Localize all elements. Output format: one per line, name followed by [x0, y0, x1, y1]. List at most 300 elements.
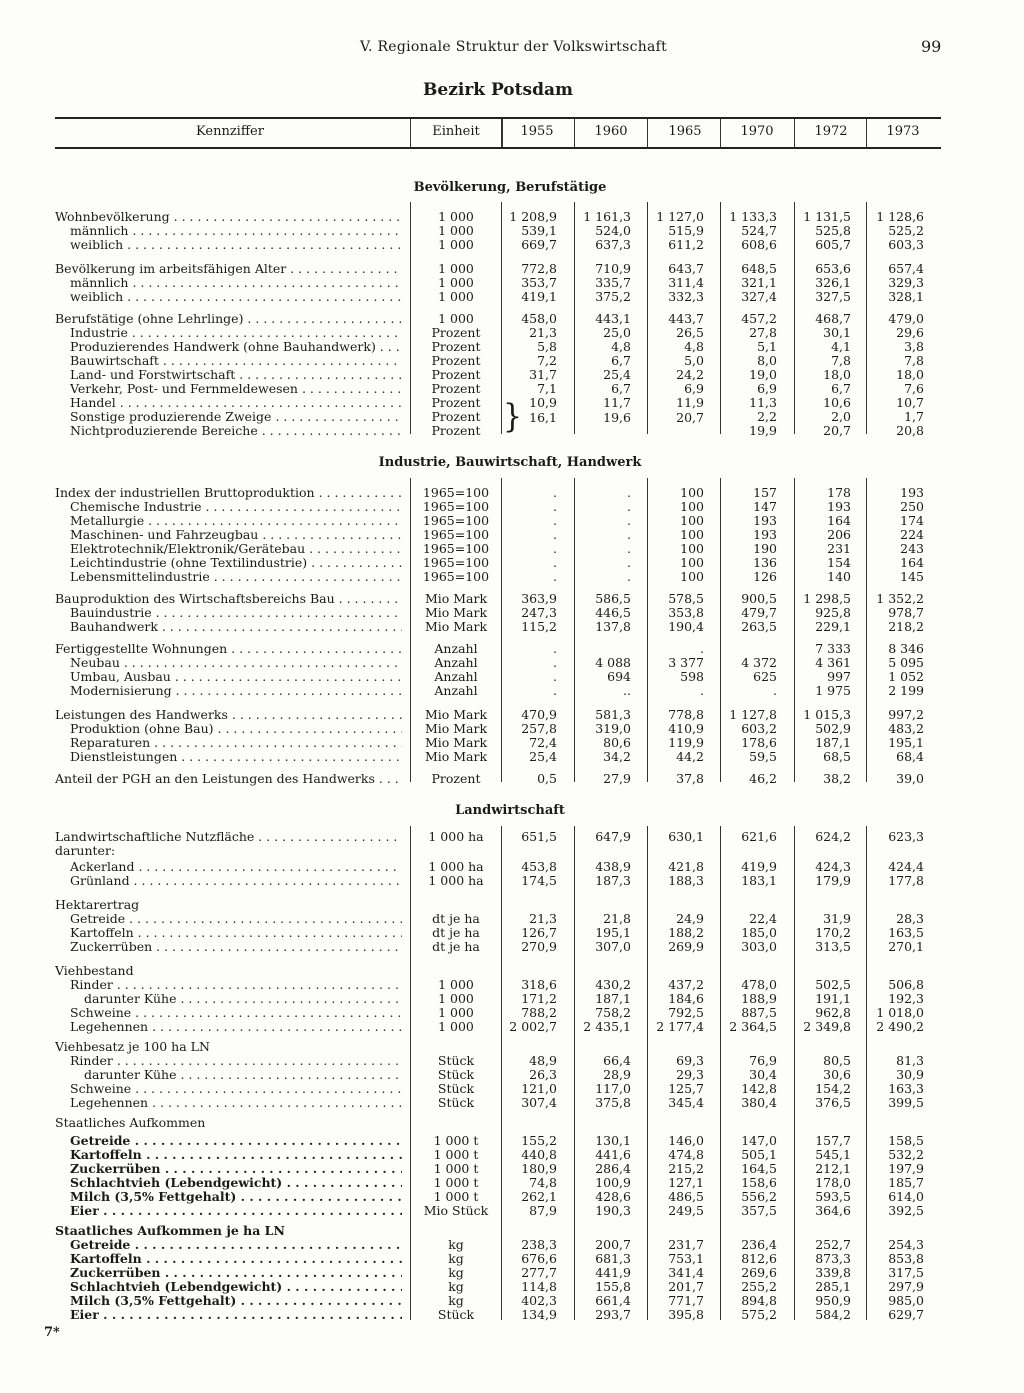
table-row	[0, 340, 1024, 354]
value-cell: .	[553, 555, 557, 570]
unit-cell: Prozent	[431, 325, 481, 340]
value-cell: 363,9	[521, 591, 557, 606]
table-row	[0, 912, 1024, 926]
value-cell: 254,3	[888, 1237, 924, 1252]
value-cell: 357,5	[741, 1203, 777, 1218]
value-cell: 115,2	[521, 619, 557, 634]
row-label: Landwirtschaftliche Nutzfläche . . .	[55, 830, 402, 844]
value-cell: 187,1	[815, 735, 851, 750]
value-cell: 647,9	[595, 829, 631, 844]
value-cell: 584,2	[815, 1307, 851, 1322]
value-cell: 147,0	[741, 1133, 777, 1148]
table-row	[0, 1134, 1024, 1148]
unit-cell: kg	[448, 1237, 464, 1252]
table-row	[0, 844, 1024, 858]
unit-cell: Prozent	[431, 353, 481, 368]
value-cell: 441,9	[595, 1265, 631, 1280]
value-cell: 524,7	[741, 223, 777, 238]
row-label: Legehennen . . .	[70, 1020, 402, 1034]
row-label: Produktion (ohne Bau) . . .	[70, 722, 402, 736]
row-label: Viehbestand	[55, 964, 134, 978]
value-cell: 7 333	[815, 641, 851, 656]
value-cell: 545,1	[815, 1147, 851, 1162]
value-cell: 145	[900, 569, 924, 584]
value-cell: 443,7	[668, 311, 704, 326]
footer-signature: 7*	[44, 1325, 60, 1340]
value-cell: 243	[900, 541, 924, 556]
value-cell: 2,0	[831, 409, 851, 424]
value-cell: 402,3	[521, 1293, 557, 1308]
table-row	[0, 542, 1024, 556]
value-cell: 163,3	[888, 1081, 924, 1096]
value-cell: 10,9	[529, 395, 557, 410]
value-cell: 643,7	[668, 261, 704, 276]
value-cell: 758,2	[595, 1005, 631, 1020]
table-row	[0, 1006, 1024, 1020]
row-label: Schlachtvieh (Lebendgewicht) . . .	[70, 1280, 402, 1294]
value-cell: 470,9	[521, 707, 557, 722]
table-row	[0, 500, 1024, 514]
value-cell: 629,7	[888, 1307, 924, 1322]
unit-cell: 1 000 ha	[428, 859, 484, 874]
value-cell: 353,7	[521, 275, 557, 290]
page-number: 99	[921, 37, 942, 56]
value-cell: 28,3	[896, 911, 924, 926]
unit-cell: 1965=100	[422, 555, 490, 570]
value-cell: 446,5	[595, 605, 631, 620]
value-cell: 332,3	[668, 289, 704, 304]
row-label: Berufstätige (ohne Lehrlinge) . . .	[55, 312, 402, 326]
row-label: weiblich . . .	[70, 238, 402, 252]
row-label: Reparaturen . . .	[70, 736, 402, 750]
row-label: Chemische Industrie . . .	[70, 500, 402, 514]
value-cell: 962,8	[815, 1005, 851, 1020]
table-row	[0, 684, 1024, 698]
table-row	[0, 1176, 1024, 1190]
value-cell: 30,6	[823, 1067, 851, 1082]
row-label: männlich . . .	[70, 276, 402, 290]
value-cell: 1 131,5	[803, 209, 851, 224]
value-cell: 200,7	[595, 1237, 631, 1252]
value-cell: 8,0	[757, 353, 777, 368]
value-cell: 7,2	[537, 353, 557, 368]
value-cell: 1 018,0	[876, 1005, 924, 1020]
value-cell: 5,1	[757, 339, 777, 354]
unit-cell: 1 000 t	[433, 1147, 479, 1162]
section-heading: Industrie, Bauwirtschaft, Handwerk	[378, 455, 642, 470]
table-row	[0, 1280, 1024, 1294]
value-cell: 900,5	[741, 591, 777, 606]
value-cell: 250	[900, 499, 924, 514]
value-cell: 474,8	[668, 1147, 704, 1162]
value-cell: 100	[680, 485, 704, 500]
value-cell: 224	[900, 527, 924, 542]
value-cell: 479,0	[888, 311, 924, 326]
value-cell: 441,6	[595, 1147, 631, 1162]
row-label: Milch (3,5% Fettgehalt) . . .	[70, 1190, 402, 1204]
value-cell: 593,5	[815, 1189, 851, 1204]
table-row	[0, 772, 1024, 786]
value-cell: 329,3	[888, 275, 924, 290]
value-cell: 147	[753, 499, 777, 514]
value-cell: 2 199	[888, 683, 924, 698]
value-cell: 7,8	[831, 353, 851, 368]
unit-cell: 1 000	[438, 1005, 474, 1020]
value-cell: 307,0	[595, 939, 631, 954]
value-cell: 483,2	[888, 721, 924, 736]
value-cell: 117,0	[595, 1081, 631, 1096]
value-cell: 5,8	[537, 339, 557, 354]
value-cell: 345,4	[668, 1095, 704, 1110]
table-row	[0, 224, 1024, 238]
value-cell: 6,7	[611, 381, 631, 396]
value-cell: 263,5	[741, 619, 777, 634]
value-cell: 424,3	[815, 859, 851, 874]
value-cell: 630,1	[668, 829, 704, 844]
value-cell: 178,0	[815, 1175, 851, 1190]
value-cell: 11,7	[603, 395, 631, 410]
value-cell: .	[627, 513, 631, 528]
value-cell: 59,5	[749, 749, 777, 764]
value-cell: 710,9	[595, 261, 631, 276]
value-cell: 24,9	[676, 911, 704, 926]
value-cell: 419,1	[521, 289, 557, 304]
value-cell: 438,9	[595, 859, 631, 874]
value-cell: 623,3	[888, 829, 924, 844]
value-cell: 100	[680, 541, 704, 556]
unit-cell: 1 000	[438, 209, 474, 224]
table-row	[0, 1162, 1024, 1176]
table-row	[0, 940, 1024, 954]
value-cell: 72,4	[529, 735, 557, 750]
value-cell: 193	[753, 527, 777, 542]
unit-cell: 1 000	[438, 991, 474, 1006]
value-cell: 81,3	[896, 1053, 924, 1068]
table-row	[0, 368, 1024, 382]
value-cell: 18,0	[896, 367, 924, 382]
row-label: Neubau . . .	[70, 656, 402, 670]
section-heading: Landwirtschaft	[455, 803, 565, 818]
value-cell: 317,5	[888, 1265, 924, 1280]
value-cell: .	[627, 527, 631, 542]
value-cell: 311,4	[668, 275, 704, 290]
table-row	[0, 898, 1024, 912]
table-row	[0, 670, 1024, 684]
unit-cell: 1965=100	[422, 527, 490, 542]
value-cell: .	[627, 541, 631, 556]
value-cell: 236,4	[741, 1237, 777, 1252]
value-cell: 2 177,4	[656, 1019, 704, 1034]
value-cell: 7,8	[904, 353, 924, 368]
unit-cell: 1 000	[438, 311, 474, 326]
value-cell: 395,8	[668, 1307, 704, 1322]
value-cell: 127,1	[668, 1175, 704, 1190]
row-label: Kartoffeln . . .	[70, 1252, 402, 1266]
value-cell: 375,8	[595, 1095, 631, 1110]
value-cell: .	[627, 499, 631, 514]
table-row	[0, 1148, 1024, 1162]
value-cell: 20,7	[823, 423, 851, 438]
value-cell: 1 298,5	[803, 591, 851, 606]
row-label: darunter Kühe . . .	[84, 992, 402, 1006]
value-cell: 277,7	[521, 1265, 557, 1280]
value-cell: 136	[753, 555, 777, 570]
value-cell: 193	[900, 485, 924, 500]
value-cell: .	[627, 485, 631, 500]
value-cell: 134,9	[521, 1307, 557, 1322]
table-row	[0, 312, 1024, 326]
value-cell: 252,7	[815, 1237, 851, 1252]
value-cell: 676,6	[521, 1251, 557, 1266]
value-cell: 27,8	[749, 325, 777, 340]
value-cell: 468,7	[815, 311, 851, 326]
value-cell: 1 015,3	[803, 707, 851, 722]
row-label: Milch (3,5% Fettgehalt) . . .	[70, 1294, 402, 1308]
row-label: Bauhandwerk . . .	[70, 620, 402, 634]
value-cell: 190,3	[595, 1203, 631, 1218]
value-cell: 126,7	[521, 925, 557, 940]
value-cell: 293,7	[595, 1307, 631, 1322]
value-cell: 985,0	[888, 1293, 924, 1308]
value-cell: 1 161,3	[583, 209, 631, 224]
value-cell: 30,9	[896, 1067, 924, 1082]
value-cell: .	[553, 499, 557, 514]
value-cell: 297,9	[888, 1279, 924, 1294]
value-cell: 201,7	[668, 1279, 704, 1294]
row-label: Getreide . . .	[70, 1134, 402, 1148]
value-cell: 157,7	[815, 1133, 851, 1148]
value-cell: 121,0	[521, 1081, 557, 1096]
value-cell: 321,1	[741, 275, 777, 290]
unit-cell: 1965=100	[422, 485, 490, 500]
unit-cell: Prozent	[431, 771, 481, 786]
value-cell: 270,1	[888, 939, 924, 954]
unit-cell: dt je ha	[432, 911, 480, 926]
row-label: Legehennen . . .	[70, 1096, 402, 1110]
table-row	[0, 410, 1024, 424]
value-cell: 4 372	[741, 655, 777, 670]
value-cell: 410,9	[668, 721, 704, 736]
value-cell: 772,8	[521, 261, 557, 276]
table-row	[0, 874, 1024, 888]
row-label: Wohnbevölkerung . . .	[55, 210, 402, 224]
value-cell: 155,2	[521, 1133, 557, 1148]
value-cell: 18,0	[823, 367, 851, 382]
value-cell: 539,1	[521, 223, 557, 238]
unit-cell: 1 000	[438, 237, 474, 252]
value-cell: 142,8	[741, 1081, 777, 1096]
value-cell: 31,9	[823, 911, 851, 926]
row-label: Zuckerrüben . . .	[70, 940, 402, 954]
value-cell: 22,4	[749, 911, 777, 926]
column-divider	[720, 119, 721, 147]
value-cell: .	[553, 569, 557, 584]
value-cell: 26,3	[529, 1067, 557, 1082]
value-cell: 206	[827, 527, 851, 542]
table-row	[0, 1308, 1024, 1322]
value-cell: 1 133,3	[729, 209, 777, 224]
value-cell: 39,0	[896, 771, 924, 786]
unit-cell: Stück	[437, 1095, 475, 1110]
value-cell: 171,2	[521, 991, 557, 1006]
table-row	[0, 1252, 1024, 1266]
column-header-year: 1960	[594, 124, 628, 139]
value-cell: 894,8	[741, 1293, 777, 1308]
value-cell: 28,9	[603, 1067, 631, 1082]
value-cell: 625	[753, 669, 777, 684]
value-cell: 681,3	[595, 1251, 631, 1266]
value-cell: 238,3	[521, 1237, 557, 1252]
value-cell: 215,2	[668, 1161, 704, 1176]
value-cell: 771,7	[668, 1293, 704, 1308]
unit-cell: kg	[448, 1265, 464, 1280]
row-label: Schweine . . .	[70, 1082, 402, 1096]
value-cell: 87,9	[529, 1203, 557, 1218]
chapter-heading: V. Regionale Struktur der Volkswirtschaft	[360, 39, 668, 55]
value-cell: 694	[607, 669, 631, 684]
value-cell: .	[553, 527, 557, 542]
value-cell: 197,9	[888, 1161, 924, 1176]
value-cell: 339,8	[815, 1265, 851, 1280]
value-cell: 608,6	[741, 237, 777, 252]
value-cell: 193	[753, 513, 777, 528]
row-label: Metallurgie . . .	[70, 514, 402, 528]
table-row	[0, 926, 1024, 940]
value-cell: 183,1	[741, 873, 777, 888]
value-cell: 190,4	[668, 619, 704, 634]
value-cell: 137,8	[595, 619, 631, 634]
unit-cell: Mio Stück	[423, 1203, 489, 1218]
value-cell: 2,2	[757, 409, 777, 424]
value-cell: 170,2	[815, 925, 851, 940]
value-cell: 188,9	[741, 991, 777, 1006]
column-header-year: 1970	[740, 124, 774, 139]
value-cell: .	[627, 569, 631, 584]
value-cell: 443,1	[595, 311, 631, 326]
unit-cell: Mio Mark	[424, 591, 488, 606]
table-row	[0, 238, 1024, 252]
value-cell: 178	[827, 485, 851, 500]
value-cell: 24,2	[676, 367, 704, 382]
table-row	[0, 276, 1024, 290]
value-cell: 603,3	[888, 237, 924, 252]
value-cell: 424,4	[888, 859, 924, 874]
value-cell: 158,5	[888, 1133, 924, 1148]
value-cell: 218,2	[888, 619, 924, 634]
value-cell: 10,6	[823, 395, 851, 410]
value-cell: 1 128,6	[876, 209, 924, 224]
row-label: Produzierendes Handwerk (ohne Bauhandwerk) . . .	[70, 340, 402, 354]
value-cell: 155,8	[595, 1279, 631, 1294]
table-row	[0, 1190, 1024, 1204]
value-cell: 525,2	[888, 223, 924, 238]
table-row	[0, 486, 1024, 500]
value-cell: 19,0	[749, 367, 777, 382]
value-cell: 648,5	[741, 261, 777, 276]
unit-cell: Stück	[437, 1053, 475, 1068]
table-row	[0, 424, 1024, 438]
row-label: Rinder . . .	[70, 1054, 402, 1068]
value-cell: 621,6	[741, 829, 777, 844]
column-header-unit: Einheit	[432, 124, 480, 139]
value-cell: 421,8	[668, 859, 704, 874]
table-row	[0, 1096, 1024, 1110]
table-row	[0, 860, 1024, 874]
value-cell: 7,6	[904, 381, 924, 396]
table-row	[0, 1054, 1024, 1068]
value-cell: 313,5	[815, 939, 851, 954]
value-cell: 1 352,2	[876, 591, 924, 606]
value-cell: 130,1	[595, 1133, 631, 1148]
value-cell: 25,0	[603, 325, 631, 340]
value-cell: 157	[753, 485, 777, 500]
value-cell: 428,6	[595, 1189, 631, 1204]
value-cell: 249,5	[668, 1203, 704, 1218]
row-label: Bauproduktion des Wirtschaftsbereichs Bau . . .	[55, 592, 402, 606]
value-cell: 637,3	[595, 237, 631, 252]
value-cell: 505,1	[741, 1147, 777, 1162]
row-label: Modernisierung . . .	[70, 684, 402, 698]
value-cell: 191,1	[815, 991, 851, 1006]
value-cell: 4,8	[611, 339, 631, 354]
value-cell: 978,7	[888, 605, 924, 620]
table-header-rule	[55, 147, 941, 149]
row-label: Maschinen- und Fahrzeugbau . . .	[70, 528, 402, 542]
value-cell: 5,0	[684, 353, 704, 368]
table-row	[0, 1204, 1024, 1218]
value-cell: 614,0	[888, 1189, 924, 1204]
value-cell: 788,2	[521, 1005, 557, 1020]
value-cell: 185,7	[888, 1175, 924, 1190]
value-cell: 146,0	[668, 1133, 704, 1148]
value-cell: 392,5	[888, 1203, 924, 1218]
unit-cell: 1 000	[438, 977, 474, 992]
row-label: Getreide . . .	[70, 1238, 402, 1252]
value-cell: 31,7	[529, 367, 557, 382]
table-row	[0, 290, 1024, 304]
value-cell: 20,7	[676, 410, 704, 425]
unit-cell: 1 000	[438, 275, 474, 290]
row-label: Leichtindustrie (ohne Textilindustrie) . . .	[70, 556, 402, 570]
row-label: Ackerland . . .	[70, 860, 402, 874]
table-row	[0, 262, 1024, 276]
table-row	[0, 1020, 1024, 1034]
value-cell: 100	[680, 513, 704, 528]
table-row	[0, 1238, 1024, 1252]
value-cell: 341,4	[668, 1265, 704, 1280]
unit-cell: kg	[448, 1279, 464, 1294]
value-cell: 100	[680, 569, 704, 584]
value-cell: 319,0	[595, 721, 631, 736]
value-cell: 925,8	[815, 605, 851, 620]
unit-cell: Prozent	[431, 367, 481, 382]
value-cell: 611,2	[668, 237, 704, 252]
value-cell: 11,9	[676, 395, 704, 410]
unit-cell: Stück	[437, 1307, 475, 1322]
column-header-year: 1955	[520, 124, 554, 139]
value-cell: 285,1	[815, 1279, 851, 1294]
value-cell: 286,4	[595, 1161, 631, 1176]
table-row	[0, 830, 1024, 844]
value-cell: 270,9	[521, 939, 557, 954]
value-cell: 154	[827, 555, 851, 570]
value-cell: 1 975	[815, 683, 851, 698]
value-cell: 478,0	[741, 977, 777, 992]
table-row	[0, 1068, 1024, 1082]
table-row	[0, 570, 1024, 584]
unit-cell: 1 000	[438, 223, 474, 238]
unit-cell: 1965=100	[422, 569, 490, 584]
